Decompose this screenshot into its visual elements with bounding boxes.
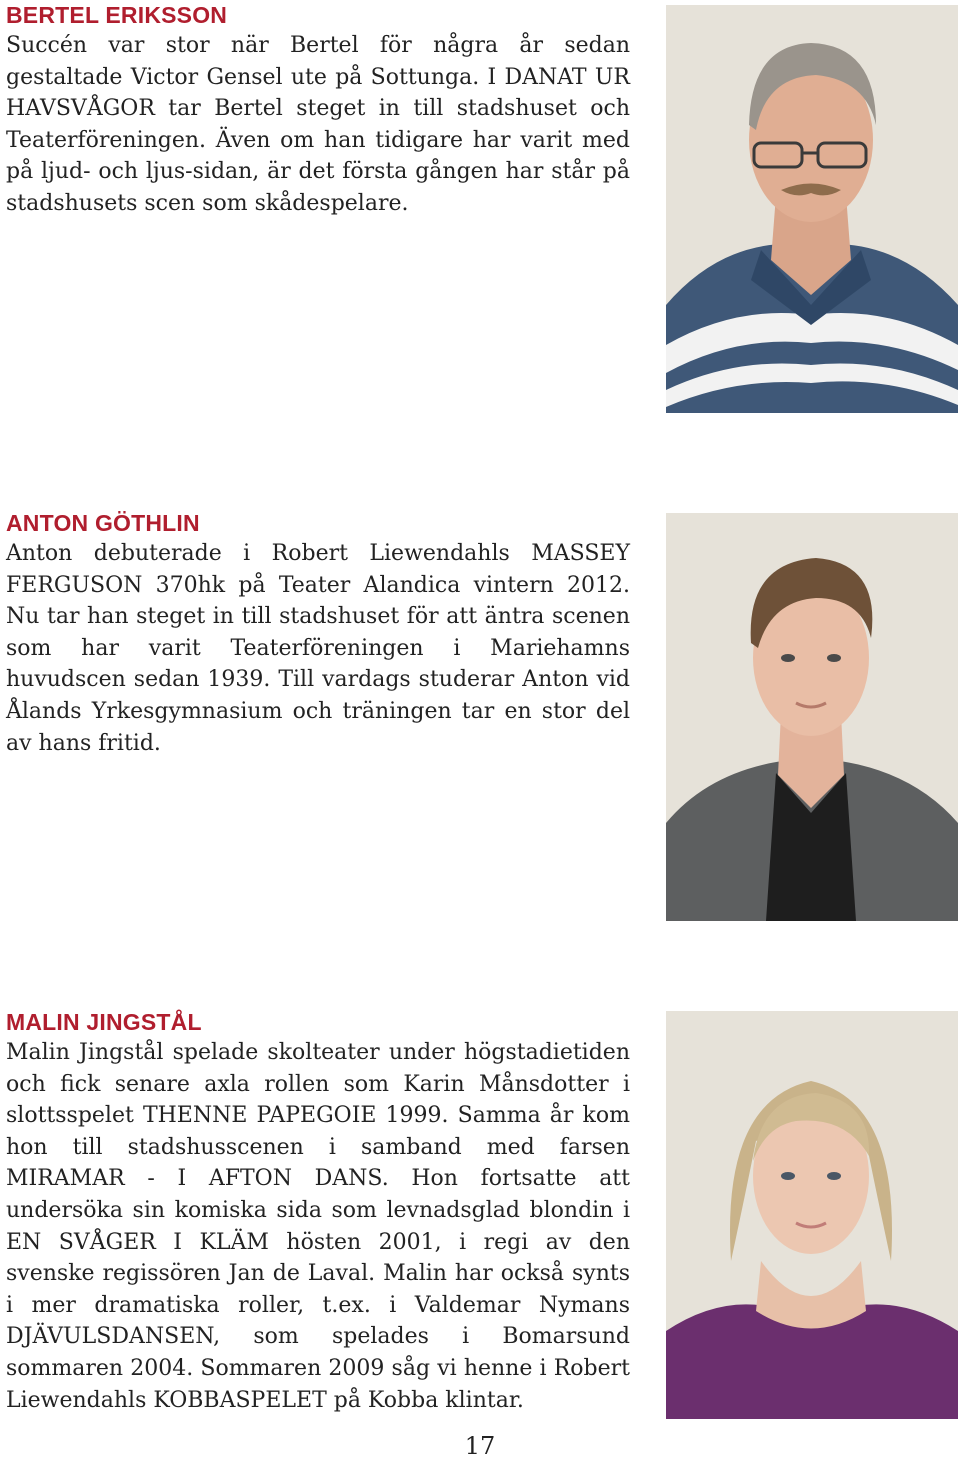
person-bio: Succén var stor när Bertel för några år sedan gestaltade Victor Gensel ute på Sottunga. I DANAT UR HAVSVÅGOR tar Bertel steget in till stadshuset och Teaterföreningen. Även om han tidigare har varit med på ljud- och ljus-sidan, är det första gången har står på stadshusets scen som skådespelare. (6, 33, 630, 216)
person-name: MALIN JINGSTÅL (6, 1009, 202, 1035)
person-name: ANTON GÖTHLIN (6, 510, 200, 536)
portrait-malin (666, 1011, 958, 1419)
person-bio: Anton debuterade i Robert Liewendahls MASSEY FERGUSON 370hk på Teater Alandica vintern 2012. Nu tar han steget in till stadshuset för att äntra scenen som har varit Teaterföreningen i Mariehamns huvudscen sedan 1939. Till vardags studerar Anton vid Ålands Yrkesgymnasium och träningen tar en stor del av hans fritid. (6, 541, 630, 756)
profile-anton (6, 510, 630, 759)
profile-malin (6, 1009, 630, 1416)
portrait-bertel (666, 5, 958, 413)
person-bio: Malin Jingstål spelade skolteater under högstadietiden och fick senare axla rollen som Karin Månsdotter i slottsspelet THENNE PAPEGOIE 1999. Samma år kom hon till stadshusscenen i samband med farsen MIRAMAR - I AFTON DANS. Hon fortsatte att undersöka sin komiska sida som levnadsglad blondin i EN SVÅGER I KLÄM hösten 2001, i regi av den svenske regissören Jan de Laval. Malin har också synts i mer dramatiska roller, t.ex. i Valdemar Nymans DJÄVULSDANSEN, som spelades i Bomarsund sommaren 2004. Sommaren 2009 såg vi henne i Robert Liewendahls KOBBASPELET på Kobba klintar. (6, 1040, 630, 1413)
page-number: 17 (464, 1432, 496, 1460)
profile-bertel (6, 2, 630, 220)
portrait-anton (666, 513, 958, 921)
person-name: BERTEL ERIKSSON (6, 2, 228, 28)
